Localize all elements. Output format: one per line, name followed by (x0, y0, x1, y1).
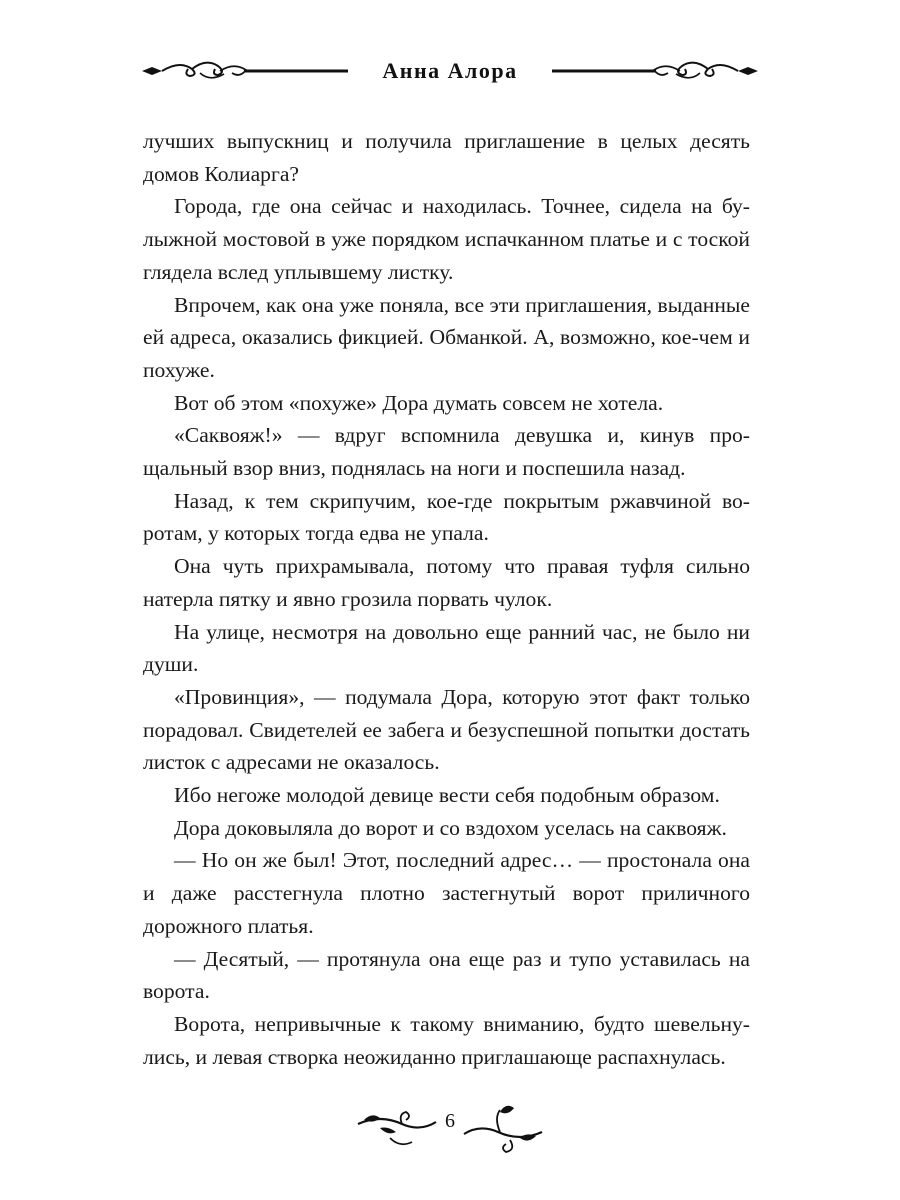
page-number: 6 (445, 1110, 455, 1132)
paragraph: Вот об этом «похуже» Дора думать совсем не хотела. (174, 390, 664, 415)
paragraph: Назад, к тем скрипучим, кое-где покрытым ржавчиной воротам, у которых тогда едва не упала. (143, 488, 750, 546)
paragraph: Впрочем, как она уже поняла, все эти приглашения, выданные ей адреса, оказались фикцией. Обманкой. А, возможно, кое-чем и похуже. (143, 292, 750, 382)
paragraph: лучших выпускниц и получила приглашение в целых десять домов Колиарга? (143, 129, 750, 186)
paragraph: «Саквояж!» — вдруг вспомнила девушка и, кинув прощальный взор вниз, поднялась на ноги и поспешила назад. (143, 423, 750, 481)
paragraph: — Но он же был! Этот, последний адрес… — простонала она и даже расстегнула плотно застегнутый ворот приличного дорожного платья. (143, 848, 750, 938)
paragraph: На улице, несмотря на довольно еще ранний час, не было ни души. (143, 619, 750, 677)
running-title: Анна Алора (382, 58, 518, 83)
body-text (143, 125, 750, 1073)
page-footer (350, 1098, 550, 1158)
paragraph: «Провинция», — подумала Дора, которую этот факт только порадовал. Свидетелей ее забега и безуспешной попытки достать листок с адресами не оказалось. (143, 684, 750, 775)
page-header (140, 50, 760, 90)
paragraph: Дора доковыляла до ворот и со вздохом уселась на саквояж. (174, 815, 727, 840)
right-flourish-ornament (550, 56, 760, 86)
paragraph: Города, где она сейчас и находилась. Точнее, сидела на булыжной мостовой в уже порядком испачканном платье и с тоской глядела вслед уплывшему листку. (143, 194, 750, 284)
paragraph: Ворота, непривычные к такому вниманию, будто шевельнулись, и левая створка неожиданно приглашающе распахнулась. (143, 1011, 750, 1069)
paragraph: — Десятый, — протянула она еще раз и тупо уставилась на ворота. (143, 946, 750, 1004)
paragraph: Ибо негоже молодой девице вести себя подобным образом. (174, 783, 720, 808)
paragraph: Она чуть прихрамывала, потому что правая туфля сильно натерла пятку и явно грозила порвать чулок. (143, 554, 750, 611)
